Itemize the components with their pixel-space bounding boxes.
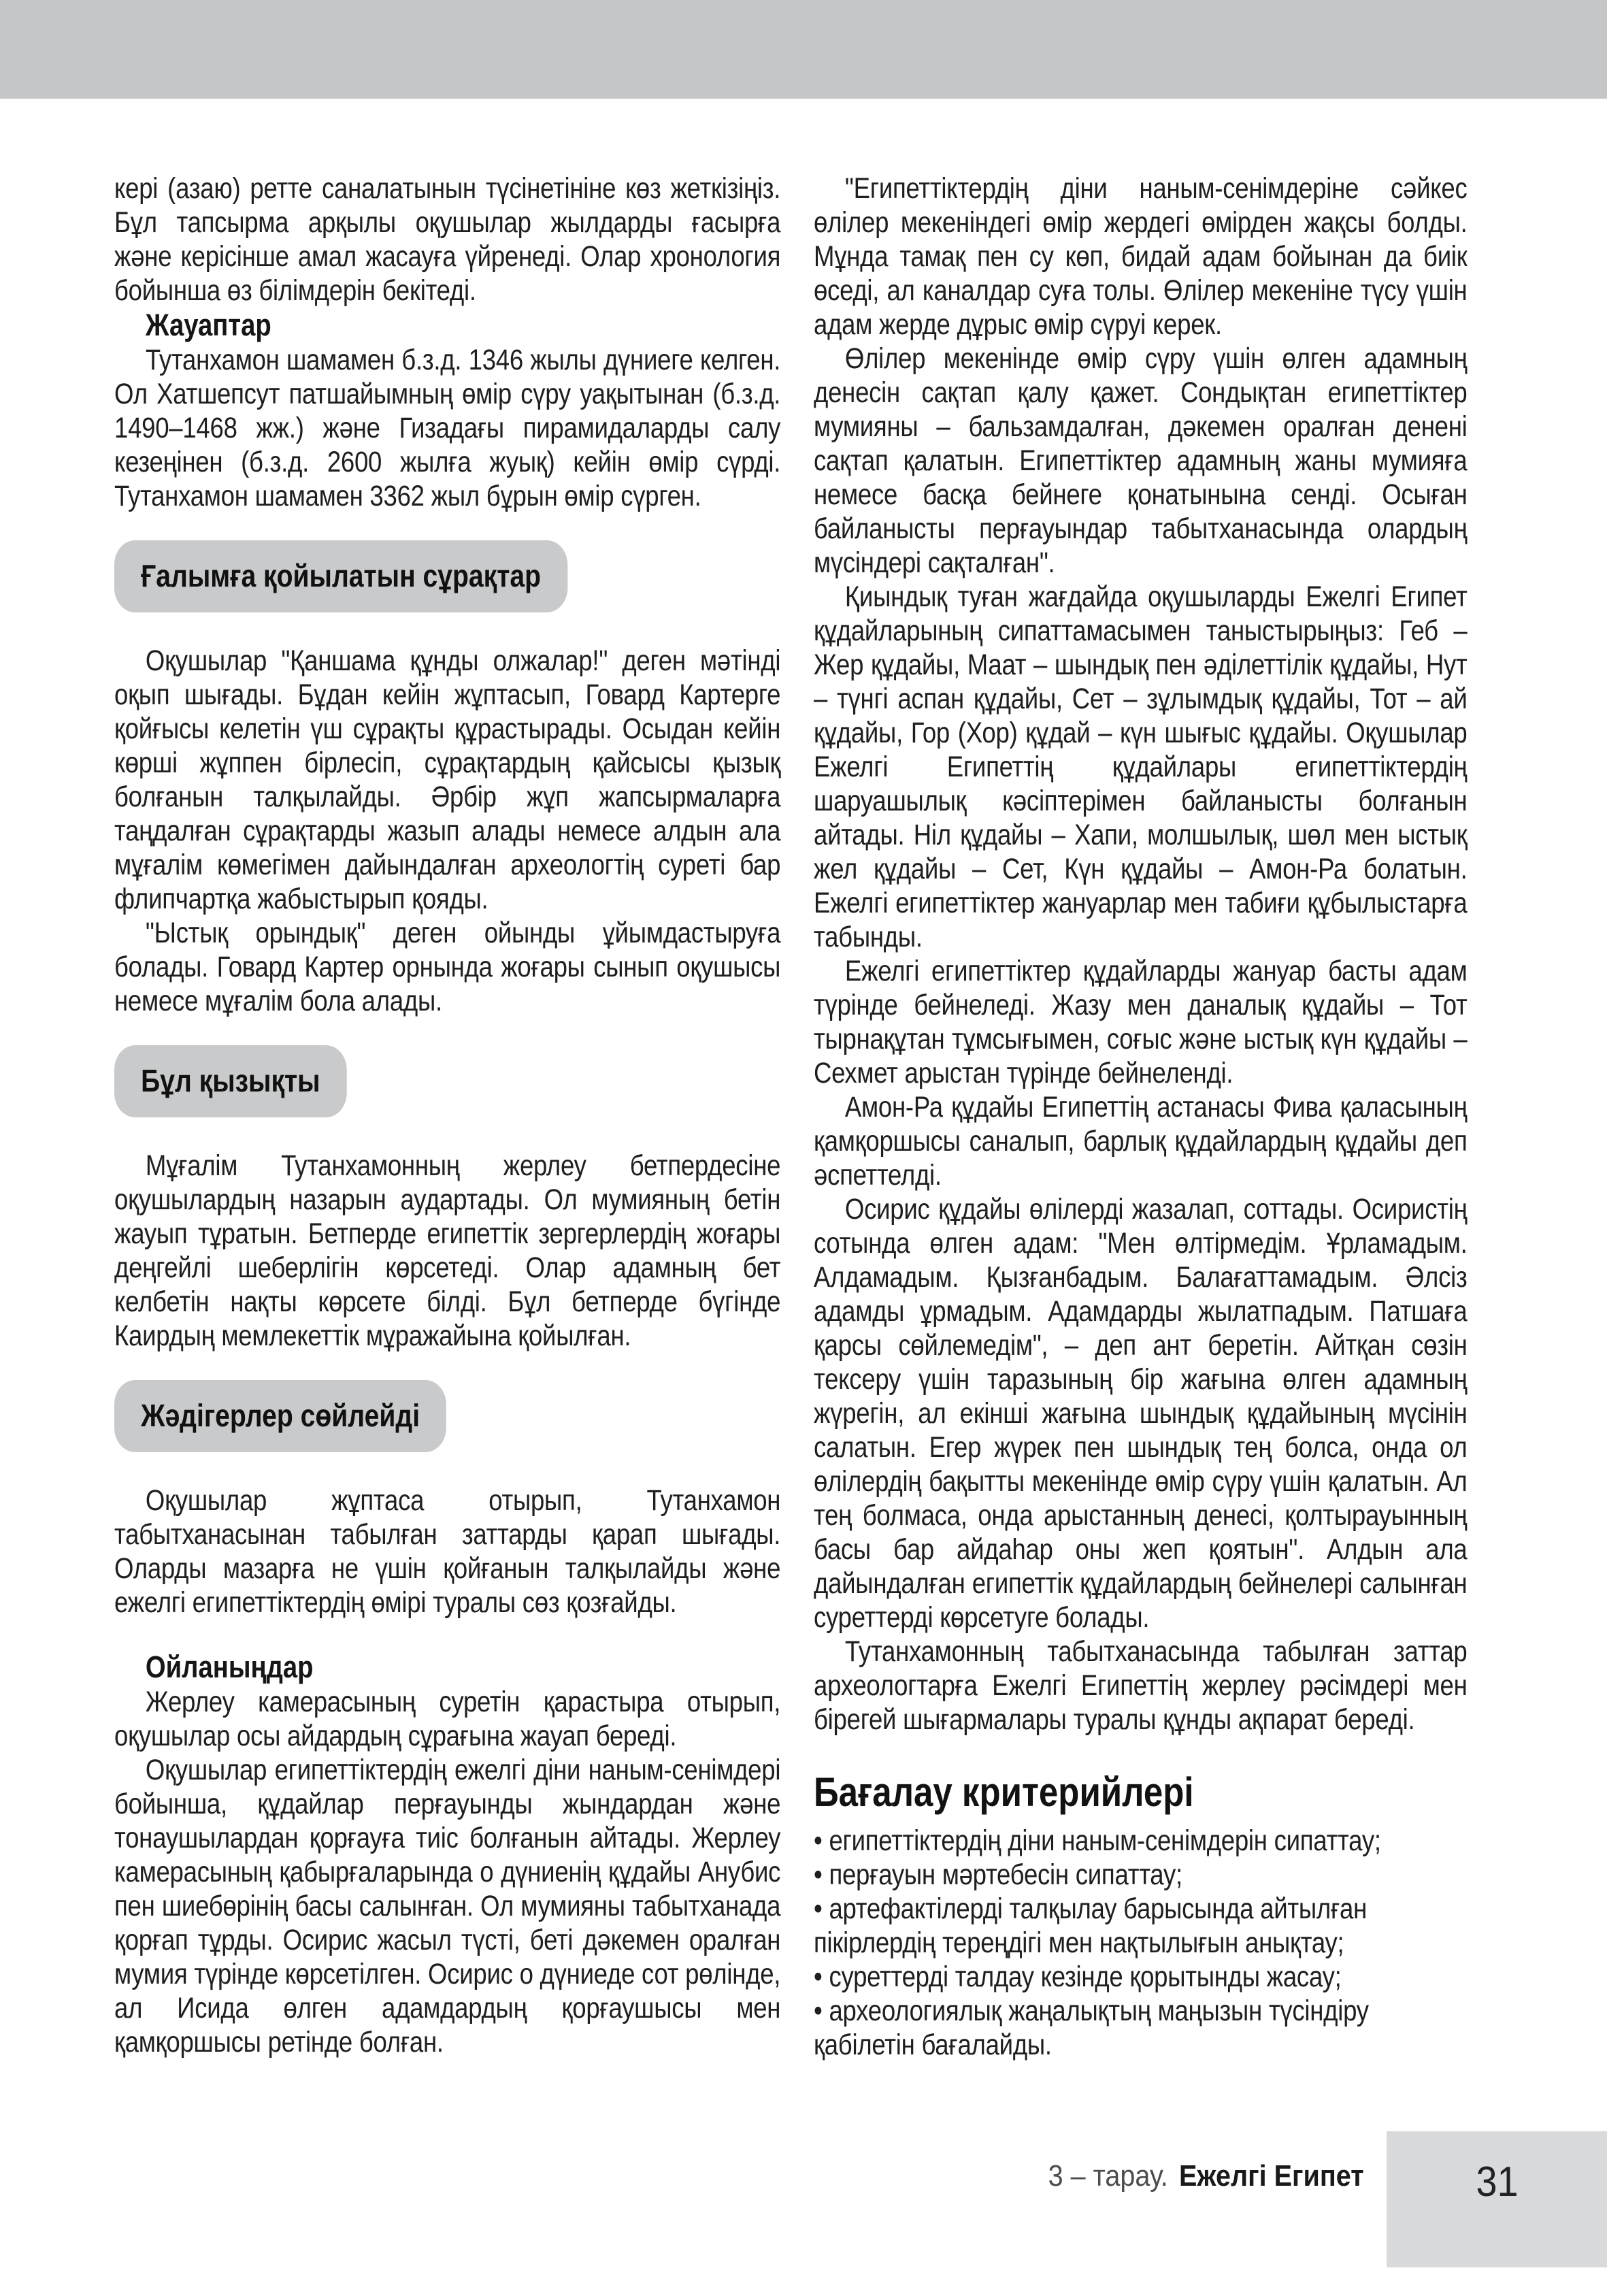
criteria-bullet-3: • артефактілерді талқылау барысында айтылған пікірлердің тереңдігі мен нақтылығын анықтау; — [814, 1892, 1468, 1960]
left-column — [114, 171, 781, 2059]
gods-paragraph-2: Ежелгі египеттіктер құдайларды жануар басты адам түрінде бейнеледі. Жазу мен даналық құдайы – Тот тырнақұтан тұмсығымен, соғыс және ыстық күн құдайы – Сехмет арыстан түрінде бейнеленді. — [814, 955, 1468, 1089]
scan-gray-band — [0, 0, 1607, 99]
answers-paragraph: Тутанхамон шамамен б.з.д. 1346 жылы дүниеге келген. Ол Хатшепсут патшайымның өмір сүру уақытынан (б.з.д. 1490–1468 жж.) және Гизадағы пирамидаларды салу кезеңінен (б.з.д. 2600 жылға жуық) кейін өмір сүрді. Тутанхамон шамамен 3362 жыл бұрын өмір сүрген. — [114, 344, 781, 512]
assessment-criteria-heading: Бағалау критерийлері — [814, 1769, 1194, 1815]
criteria-bullet-5: • археологиялық жаңалықтың маңызын түсіндіру қабілетін бағалайды. — [814, 1994, 1468, 2062]
amon-ra-paragraph: Амон-Ра құдайы Египеттің астанасы Фива қаласының қамқоршысы саналып, барлық құдайлардың құдайы деп әспеттелді. — [814, 1091, 1468, 1192]
section-box-questions-for-scientist: Ғалымға қойылатын сұрақтар — [114, 540, 567, 612]
answers-heading: Жауаптар — [145, 308, 271, 342]
footer-chapter-title: Ежелгі Египет — [1179, 2159, 1364, 2193]
criteria-bullet-4: • суреттерді талдау кезінде қорытынды жасау; — [814, 1960, 1468, 1994]
page-number: 31 — [1475, 2158, 1519, 2205]
think-paragraph-2: Оқушылар египеттіктердің ежелгі діни наным-сенімдері бойынша, құдайлар перғауынды жындардан және тонаушылардан қорғауға тиіс болғанын айтады. Жерлеу камерасының қабырғаларында о дүниенің құдайы Анубис пен шиебөрінің басы салынған. Ол мумияны табытханада қорғап тұрды. Осирис жасыл түсті, беті дәкемен оралған мумия түрінде көрсетілген. Осирис о дүниеде сот рөлінде, ал Исида өлген адамдардың қорғаушысы мен қамқоршысы ретінде болған. — [114, 1754, 781, 2059]
afterlife-quote-paragraph-1: "Египеттіктердің діни наным-сенімдеріне сәйкес өлілер мекеніндегі өмір жердегі өмірден жақсы болды. Мұнда тамақ пен су көп, бидай адам бойынан да биік өседі, ал каналдар суға толы. Өлілер мекеніне түсу үшін адам жерде дұрыс өмір сүруі керек. — [814, 172, 1468, 341]
conclusion-paragraph: Тутанхамонның табытханасында табылған заттар археологтарға Ежелгі Египеттің жерлеу рәсімдері мен бірегей шығармалары туралы құнды ақпарат береді. — [814, 1635, 1468, 1736]
artifacts-paragraph: Оқушылар жұптаса отырып, Тутанхамон табытханасынан табылған заттарды қарап шығады. Оларды мазарға не үшін қойғанын талқылайды және ежелгі египеттіктердің өмірі туралы сөз қозғайды. — [114, 1484, 781, 1619]
afterlife-quote-paragraph-2: Өлілер мекенінде өмір сүру үшін өлген адамның денесін сақтап қалу қажет. Сондықтан египеттіктер мумияны – бальзамдалған, дәкемен оралған денені сақтап қалатын. Египеттіктер адамның жаны мумияға немесе басқа бейнеге қонатынына сенді. Осыған байланысты перғауындар табытханасында олардың мүсіндері сақталған". — [814, 342, 1468, 579]
interesting-paragraph: Мұғалім Тутанхамонның жерлеу бетпердесіне оқушылардың назарын аудартады. Ол мумияның бетін жауып тұратын. Бетперде египеттік зергерлердің жоғары деңгейлі шеберлігін көрсетеді. Олар адамның бет келбетін нақты көрсете білді. Бұл бетперде бүгінде Каирдың мемлекеттік мұражайына қойылған. — [114, 1149, 781, 1352]
intro-continuation-paragraph: кері (азаю) ретте саналатынын түсінетініне көз жеткізіңіз. Бұл тапсырма арқылы оқушылар жылдарды ғасырға және керісінше амал жасауға үйренеді. Олар хронология бойынша өз білімдерін бекітеді. — [114, 172, 781, 307]
questions-paragraph-1: Оқушылар "Қаншама құнды олжалар!" деген мәтінді оқып шығады. Бұдан кейін жұптасып, Говард Картерге қойғысы келетін үш сұрақты құрастырады. Осыдан кейін көрші жұппен бірлесіп, сұрақтардың қайсысы қызық болғанын талқылайды. Әрбір жұп жапсырмаларға таңдалған сұрақтарды жазып алады немесе алдын ала мұғалім көмегімен дайындалған археологтің суреті бар флипчартқа жабыстырып қояды. — [114, 644, 781, 915]
section-box-artifacts-speak: Жәдігерлер сөйлейді — [114, 1380, 446, 1452]
think-paragraph-1: Жерлеу камерасының суретін қарастыра отырып, оқушылар осы айдардың сұрағына жауап береді. — [114, 1686, 781, 1752]
footer-chapter-label: 3 – тарау. — [1048, 2159, 1169, 2193]
right-column — [814, 171, 1467, 2062]
criteria-bullet-2: • перғауын мәртебесін сипаттау; — [814, 1858, 1468, 1892]
osiris-paragraph: Осирис құдайы өлілерді жазалап, соттады. Осиристің сотында өлген адам: "Мен өлтірмедім. Ұрламадым. Алдамадым. Қызғанбадым. Балағаттамадым. Әлсіз адамды ұрмадым. Адамдарды жылатпадым. Патшаға қарсы сөйлемедім", – деп ант беретін. Айтқан сөзін тексеру үшін таразының бір жағына өлген адамның жүрегін, ал екінші жағына шындық құдайының мүсінін салатын. Егер жүрек пен шындық тең болса, онда ол өлілердің бақытты мекенінде өмір сүру үшін қалатын. Ал тең болмаса, онда арыстанның денесі, қолтырауынның басы бар айдаһар оны жеп қоятын". Алдын ала дайындалған египеттік құдайлардың бейнелері салынған суреттерді көрсетуге болады. — [814, 1193, 1468, 1634]
footer-chapter — [1048, 2159, 1364, 2194]
criteria-bullet-1: • египеттіктердің діни наным-сенімдерін сипаттау; — [814, 1824, 1468, 1858]
gods-paragraph-1: Қиындық туған жағдайда оқушыларды Ежелгі Египет құдайларының сипаттамасымен таныстырыңыз: Геб – Жер құдайы, Маат – шындық пен әділеттілік құдайы, Нут – түнгі аспан құдайы, Сет – зұлымдық құдайы, Тот – ай құдайы, Гор (Хор) құдай – күн шығыс құдайы. Оқушылар Ежелгі Египеттің құдайлары египеттіктердің шаруашылық кәсіптерімен байланысты болғанын айтады. Ніл құдайы – Хапи, молшылық, шөл мен ыстық жел құдайы – Сет, Күн құдайы – Амон-Ра болатын. Ежелгі египеттіктер жануарлар мен табиғи құбылыстарға табынды. — [814, 580, 1468, 953]
page-number-box — [1387, 2131, 1607, 2267]
questions-paragraph-2: "Ыстық орындық" деген ойынды ұйымдастыруға болады. Говард Картер орнында жоғары сынып оқушысы немесе мұғалім бола алады. — [114, 917, 781, 1017]
section-box-this-is-interesting: Бұл қызықты — [114, 1045, 347, 1117]
think-heading: Ойланыңдар — [145, 1650, 314, 1684]
